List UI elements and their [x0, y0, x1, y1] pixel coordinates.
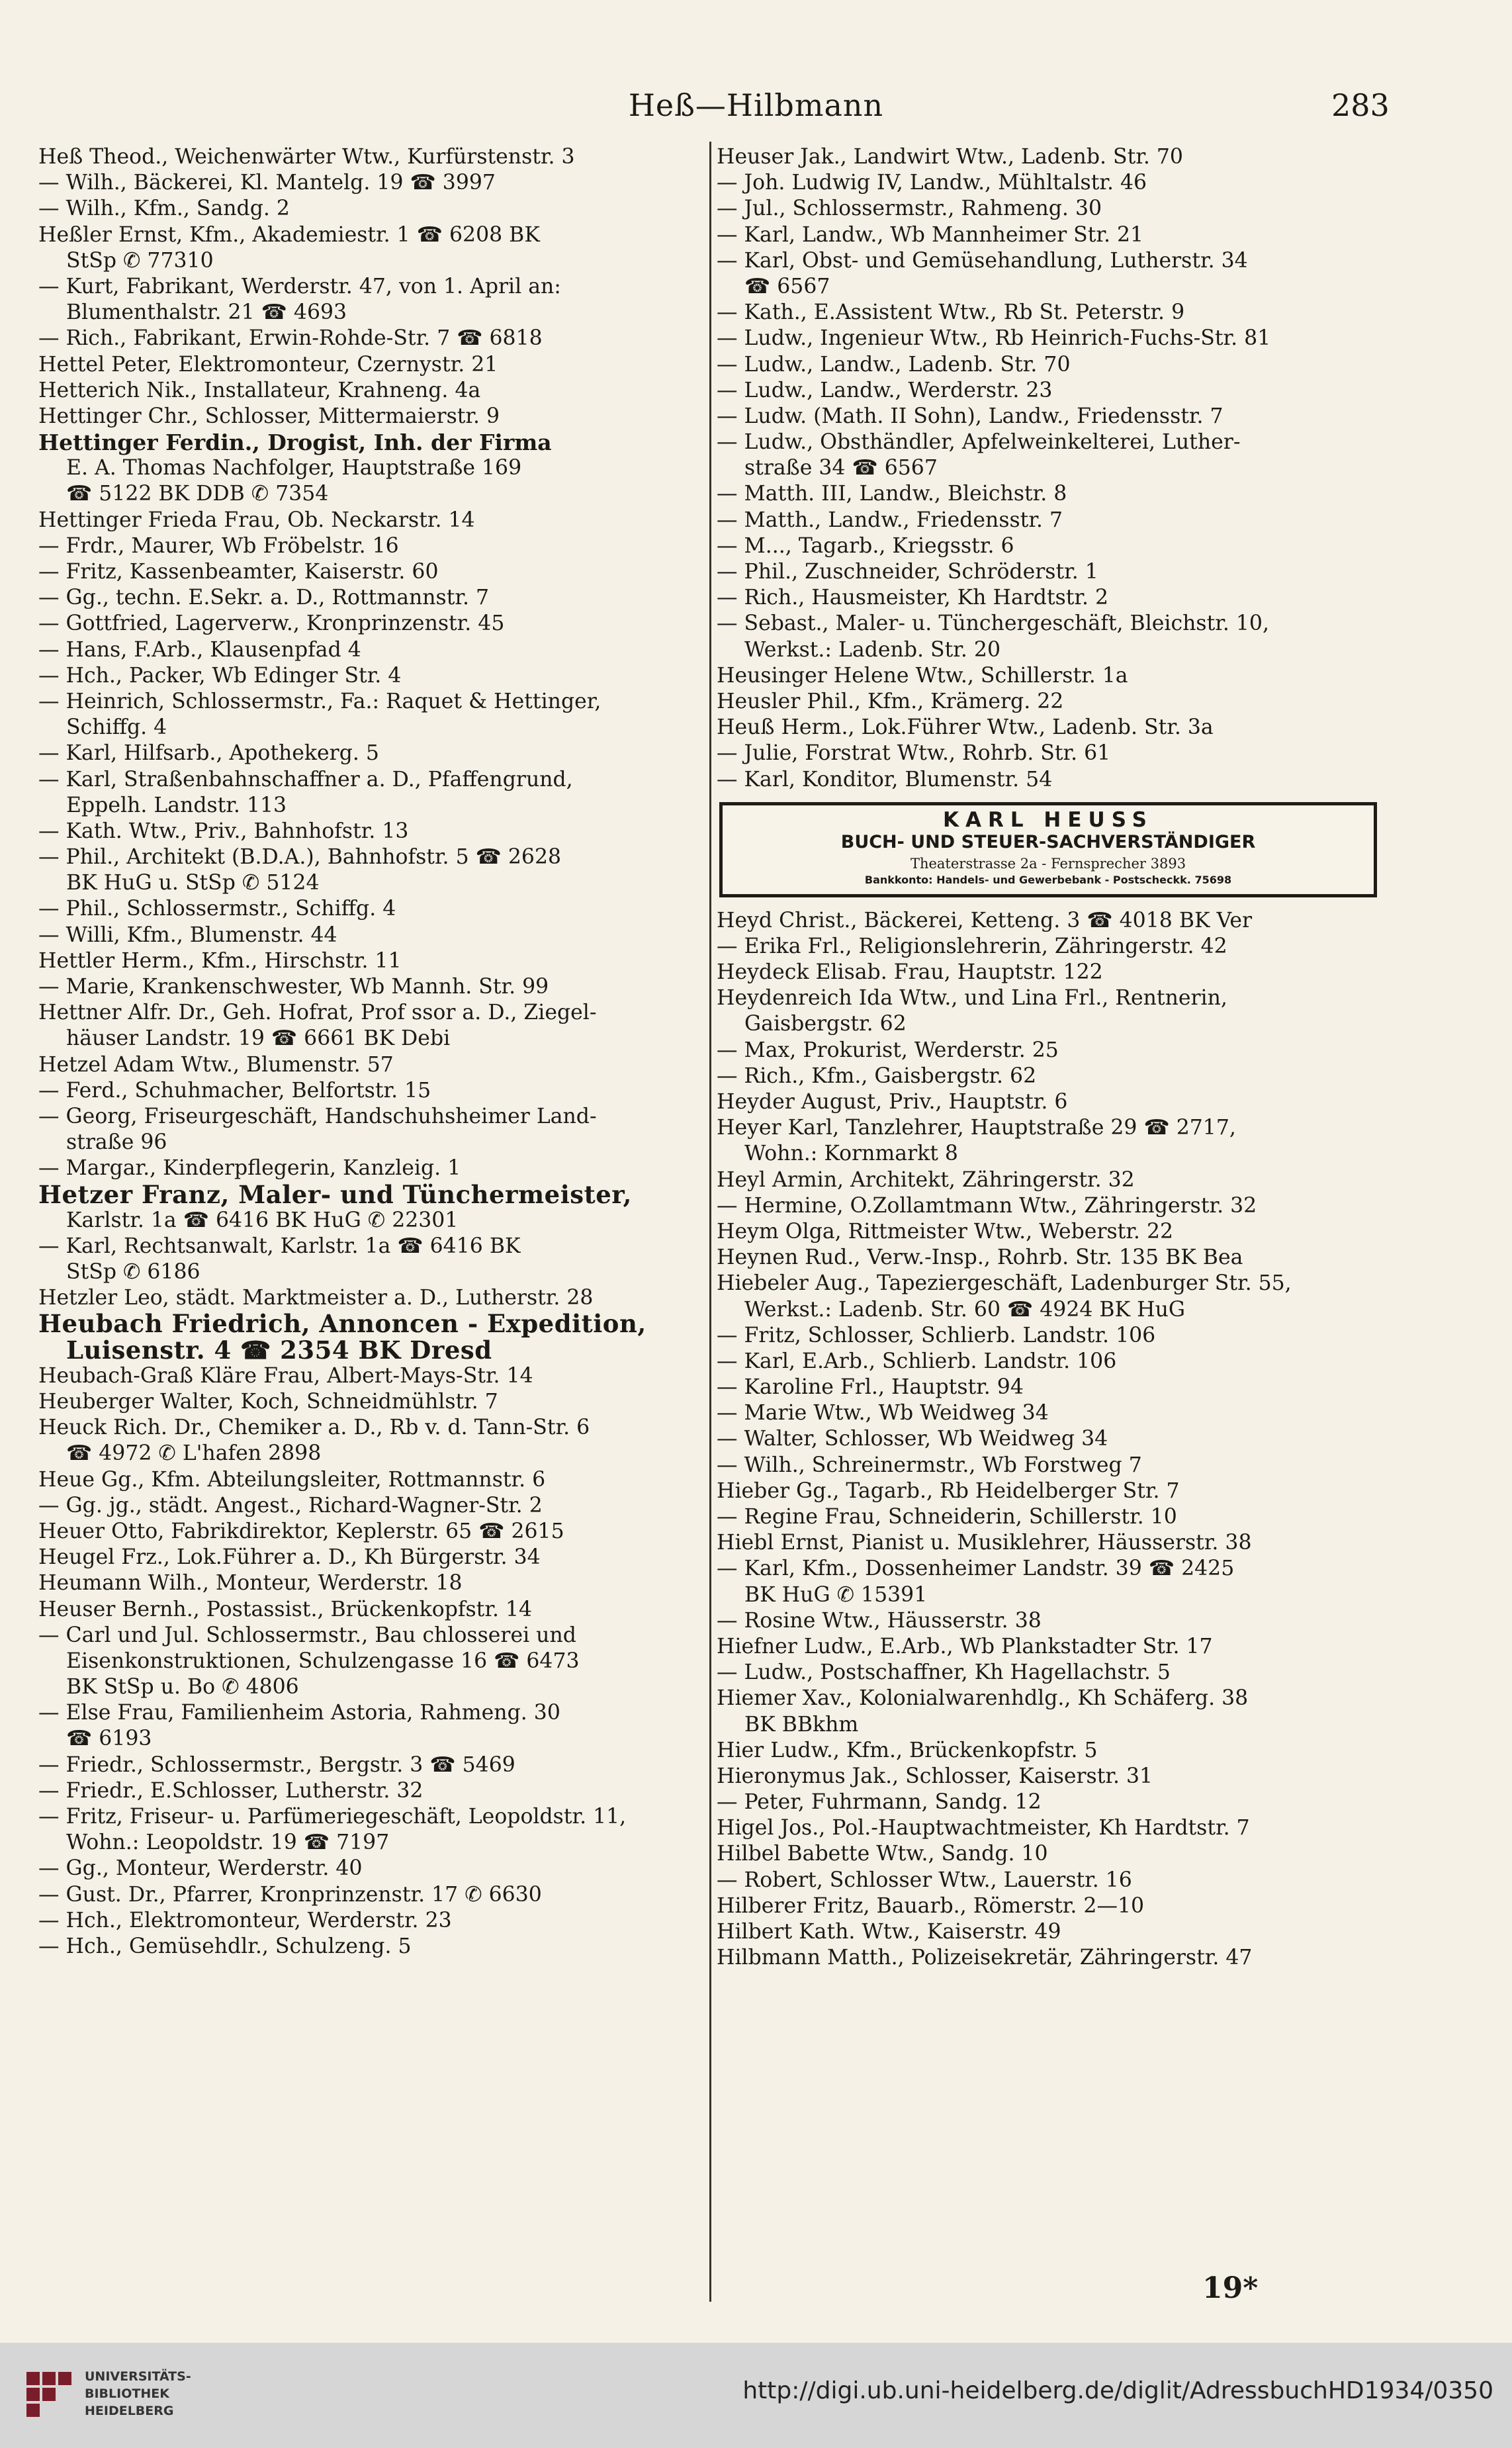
directory-entry-line: — Peter, Fuhrmann, Sandg. 12 [717, 1790, 1042, 1815]
directory-entry-line: — Phil., Architekt (B.D.A.), Bahnhofstr. 5 ☎ 2628 [38, 845, 562, 870]
directory-entry-line: Hieronymus Jak., Schlosser, Kaiserstr. 31 [717, 1764, 1153, 1788]
directory-entry-line: Hieber Gg., Tagarb., Rb Heidelberger Str. 7 [717, 1478, 1180, 1503]
directory-entry-line: — Regine Frau, Schneiderin, Schillerstr. 10 [717, 1505, 1177, 1529]
directory-entry-line: — Kath., E.Assistent Wtw., Rb St. Peterstr. 9 [717, 300, 1185, 325]
directory-entry-line: Heuer Otto, Fabrikdirektor, Keplerstr. 65 ☎ 2615 [38, 1519, 564, 1543]
directory-entry-line: ☎ 4972 ✆ L'hafen 2898 [66, 1441, 322, 1466]
directory-entry-line: — Marie Wtw., Wb Weidweg 34 [717, 1401, 1049, 1426]
directory-entry-line: — Max, Prokurist, Werderstr. 25 [717, 1038, 1059, 1062]
directory-entry-line: — Hermine, O.Zollamtmann Wtw., Zähringerstr. 32 [717, 1193, 1257, 1218]
directory-entry-line: StSp ✆ 77310 [66, 248, 214, 273]
logo-line-1: UNIVERSITÄTS- [85, 2369, 191, 2384]
advertisement-address: Theaterstrasse 2a - Fernsprecher 3893 [910, 855, 1186, 872]
directory-entry-line: — Friedr., Schlossermstr., Bergstr. 3 ☎ 5469 [38, 1752, 515, 1777]
directory-entry-line: — Karl, Rechtsanwalt, Karlstr. 1a ☎ 6416 BK [38, 1234, 521, 1258]
right-column [717, 144, 1392, 1971]
directory-entry-line: — Ludw., Obsthändler, Apfelweinkelterei, Luther- [717, 430, 1241, 455]
directory-entry-line: Hettel Peter, Elektromonteur, Czernystr. 21 [38, 352, 498, 377]
directory-entry-line: Heumann Wilh., Monteur, Werderstr. 18 [38, 1571, 463, 1596]
directory-entry-line: Wohn.: Leopoldstr. 19 ☎ 7197 [66, 1831, 390, 1855]
directory-entry-line: — Walter, Schlosser, Wb Weidweg 34 [717, 1427, 1108, 1451]
directory-entry-line: — Joh. Ludwig IV, Landw., Mühltalstr. 46 [717, 171, 1147, 195]
directory-entry-line: — Gg., techn. E.Sekr. a. D., Rottmannstr. 7 [38, 586, 490, 610]
directory-entry-line: Heynen Rud., Verw.-Insp., Rohrb. Str. 135 BK Bea [717, 1246, 1243, 1270]
directory-entry-line: Heuser Bernh., Postassist., Brückenkopfstr. 14 [38, 1597, 533, 1621]
directory-entry-line: — Hch., Gemüsehdlr., Schulzeng. 5 [38, 1934, 412, 1958]
directory-entry-line: Heuß Herm., Lok.Führer Wtw., Ladenb. Str. 3a [717, 715, 1214, 740]
directory-entry-line: — Karl, Hilfsarb., Apothekerg. 5 [38, 741, 379, 766]
directory-entry-line: Hier Ludw., Kfm., Brückenkopfstr. 5 [717, 1738, 1098, 1762]
directory-entry-line: — M..., Tagarb., Kriegsstr. 6 [717, 533, 1014, 558]
logo-line-3: HEIDELBERG [85, 2404, 174, 2418]
directory-entry-line: Hettinger Frieda Frau, Ob. Neckarstr. 14 [38, 508, 475, 532]
directory-entry-line: Schiffg. 4 [66, 715, 167, 740]
directory-entry-line: Hettinger Ferdin., Drogist, Inh. der Firma [38, 430, 552, 456]
directory-entry-line: Hiebeler Aug., Tapeziergeschäft, Ladenburger Str. 55, [717, 1271, 1292, 1296]
directory-entry-line: Heusinger Helene Wtw., Schillerstr. 1a [717, 663, 1128, 688]
directory-entry-line: Hetzler Leo, städt. Marktmeister a. D., Lutherstr. 28 [38, 1286, 594, 1310]
directory-entry-line: ☎ 6193 [66, 1727, 152, 1751]
directory-entry-line: Hettinger Chr., Schlosser, Mittermaierstr. 9 [38, 404, 500, 428]
advertisement-subtitle: BUCH- UND STEUER-SACHVERSTÄNDIGER [840, 831, 1256, 852]
directory-entry-line: Luisenstr. 4 ☎ 2354 BK Dresd [66, 1337, 492, 1363]
directory-entry-line: — Karl, Konditor, Blumenstr. 54 [717, 767, 1053, 792]
directory-entry-line: — Gg., Monteur, Werderstr. 40 [38, 1856, 363, 1881]
directory-entry-line: — Ludw., Postschaffner, Kh Hagellachstr. 5 [717, 1660, 1171, 1685]
directory-entry-line: straße 34 ☎ 6567 [744, 456, 938, 480]
source-url-link[interactable]: http://digi.ub.uni-heidelberg.de/diglit/AdressbuchHD1934/0350 [742, 2377, 1493, 2404]
directory-entry-line: — Gust. Dr., Pfarrer, Kronprinzenstr. 17 ✆ 6630 [38, 1882, 542, 1907]
directory-entry-line: E. A. Thomas Nachfolger, Hauptstraße 169 [66, 456, 522, 480]
directory-entry-line: Heyder August, Priv., Hauptstr. 6 [717, 1090, 1068, 1114]
directory-entry-line: Heyd Christ., Bäckerei, Ketteng. 3 ☎ 4018 BK Ver [717, 908, 1253, 932]
directory-entry-line: — Ludw., Landw., Ladenb. Str. 70 [717, 352, 1071, 377]
directory-entry-line: — Hch., Elektromonteur, Werderstr. 23 [38, 1908, 452, 1932]
directory-entry-line: — Robert, Schlosser Wtw., Lauerstr. 16 [717, 1868, 1132, 1892]
directory-entry-line: Hilberer Fritz, Bauarb., Römerstr. 2—10 [717, 1893, 1145, 1918]
directory-entry-line: — Kath. Wtw., Priv., Bahnhofstr. 13 [38, 819, 409, 843]
directory-entry-line: — Jul., Schlossermstr., Rahmeng. 30 [717, 197, 1102, 221]
directory-entry-line: Hetterich Nik., Installateur, Krahneng. 4a [38, 378, 481, 402]
directory-entry-line: — Margar., Kinderpflegerin, Kanzleig. 1 [38, 1156, 461, 1181]
directory-entry-line: — Rich., Hausmeister, Kh Hardtstr. 2 [717, 586, 1109, 610]
directory-entry-line: — Erika Frl., Religionslehrerin, Zähringerstr. 42 [717, 934, 1227, 958]
directory-entry-line: straße 96 [66, 1130, 167, 1155]
directory-entry-line: — Rosine Wtw., Häusserstr. 38 [717, 1608, 1042, 1633]
right-column-top-entries [717, 144, 1392, 793]
directory-entry-line: Werkst.: Ladenb. Str. 60 ☎ 4924 BK HuG [744, 1297, 1186, 1322]
column-divider [709, 142, 711, 2302]
directory-entry-line: — Karl, Obst- und Gemüsehandlung, Lutherstr. 34 [717, 248, 1248, 273]
directory-entry-line: — Rich., Fabrikant, Erwin-Rohde-Str. 7 ☎ 6818 [38, 326, 543, 351]
directory-entry-line: Blumenthalstr. 21 ☎ 4693 [66, 300, 347, 325]
directory-entry-line: — Wilh., Kfm., Sandg. 2 [38, 197, 290, 221]
directory-entry-line: — Gg. jg., städt. Angest., Richard-Wagner-Str. 2 [38, 1493, 543, 1518]
directory-entry-line: — Karl, Straßenbahnschaffner a. D., Pfaffengrund, [38, 767, 573, 792]
directory-entry-line: BK StSp u. Bo ✆ 4806 [66, 1675, 299, 1700]
directory-entry-line: — Heinrich, Schlossermstr., Fa.: Raquet & Hettinger, [38, 689, 601, 713]
library-logo-text [85, 2368, 191, 2420]
directory-entry-line: Hettler Herm., Kfm., Hirschstr. 11 [38, 948, 402, 973]
directory-entry-line: Eppelh. Landstr. 113 [66, 793, 287, 817]
directory-entry-line: Wohn.: Kornmarkt 8 [744, 1142, 958, 1166]
directory-entry-line: Werkst.: Ladenb. Str. 20 [744, 637, 1001, 662]
directory-entry-line: Heusler Phil., Kfm., Krämerg. 22 [717, 689, 1064, 713]
directory-entry-line: Eisenkonstruktionen, Schulzengasse 16 ☎ 6473 [66, 1649, 580, 1673]
directory-entry-line: Heuck Rich. Dr., Chemiker a. D., Rb v. d. Tann-Str. 6 [38, 1416, 590, 1440]
directory-entry-line: Higel Jos., Pol.-Hauptwachtmeister, Kh Hardtstr. 7 [717, 1816, 1250, 1840]
directory-entry-line: Hetzel Adam Wtw., Blumenstr. 57 [38, 1052, 394, 1077]
advertisement-name: KARL HEUSS [943, 807, 1153, 832]
directory-entry-line: Heß Theod., Weichenwärter Wtw., Kurfürstenstr. 3 [38, 145, 575, 169]
directory-entry-line: — Fritz, Schlosser, Schlierb. Landstr. 106 [717, 1323, 1156, 1347]
directory-entry-line: ☎ 6567 [744, 274, 830, 298]
directory-entry-line: — Hch., Packer, Wb Edinger Str. 4 [38, 663, 402, 688]
page-number: 283 [1331, 87, 1390, 123]
directory-entry-line: — Fritz, Friseur- u. Parfümeriegeschäft, Leopoldstr. 11, [38, 1805, 627, 1829]
directory-entry-line: — Marie, Krankenschwester, Wb Mannh. Str. 99 [38, 975, 549, 999]
directory-entry-line: Heuberger Walter, Koch, Schneidmühlstr. 7 [38, 1390, 498, 1414]
directory-entry-line: — Ludw. (Math. II Sohn), Landw., Friedensstr. 7 [717, 404, 1223, 428]
directory-entry-line: — Carl und Jul. Schlossermstr., Bau chlosserei und [38, 1623, 576, 1647]
viewer-footer [0, 2343, 1512, 2448]
directory-entry-line: Heßler Ernst, Kfm., Akademiestr. 1 ☎ 6208 BK [38, 222, 540, 247]
directory-entry-line: Heue Gg., Kfm. Abteilungsleiter, Rottmannstr. 6 [38, 1467, 546, 1492]
directory-entry-line: Hilbmann Matth., Polizeisekretär, Zähringerstr. 47 [717, 1946, 1253, 1970]
directory-entry-line: — Frdr., Maurer, Wb Fröbelstr. 16 [38, 533, 399, 558]
directory-entry-line: Heyer Karl, Tanzlehrer, Hauptstraße 29 ☎ 2717, [717, 1116, 1236, 1140]
university-library-logo-icon [24, 2369, 74, 2420]
running-header-title: Heß—Hilbmann [628, 87, 884, 123]
directory-entry-line: BK HuG ✆ 15391 [744, 1582, 928, 1607]
directory-entry-line: Hiebl Ernst, Pianist u. Musiklehrer, Häusserstr. 38 [717, 1531, 1252, 1555]
directory-entry-line: Gaisbergstr. 62 [744, 1012, 907, 1036]
directory-entry-line: — Willi, Kfm., Blumenstr. 44 [38, 923, 337, 947]
advertisement-bank: Bankkonto: Handels- und Gewerbebank - Postscheckk. 75698 [864, 873, 1232, 886]
directory-entry-line: — Rich., Kfm., Gaisbergstr. 62 [717, 1064, 1037, 1088]
directory-entry-line: — Fritz, Kassenbeamter, Kaiserstr. 60 [38, 560, 439, 584]
logo-line-2: BIBLIOTHEK [85, 2386, 169, 2401]
directory-entry-line: Heydeck Elisab. Frau, Hauptstr. 122 [717, 960, 1103, 985]
directory-entry-line: Karlstr. 1a ☎ 6416 BK HuG ✆ 22301 [66, 1208, 459, 1232]
directory-entry-line: — Matth., Landw., Friedensstr. 7 [717, 508, 1063, 532]
directory-entry-line: — Karl, E.Arb., Schlierb. Landstr. 106 [717, 1349, 1117, 1373]
directory-entry-line: — Sebast., Maler- u. Tünchergeschäft, Bleichstr. 10, [717, 612, 1269, 636]
directory-entry-line: — Gottfried, Lagerverw., Kronprinzenstr. 45 [38, 612, 505, 636]
directory-entry-line: Heubach-Graß Kläre Frau, Albert-Mays-Str. 14 [38, 1363, 533, 1388]
directory-entry-line: BK BBkhm [744, 1712, 859, 1737]
advertisement-box [719, 802, 1377, 897]
directory-entry-line: — Karl, Landw., Wb Mannheimer Str. 21 [717, 222, 1144, 247]
directory-entry-line: — Matth. III, Landw., Bleichstr. 8 [717, 482, 1067, 506]
directory-entry-line: — Phil., Schlossermstr., Schiffg. 4 [38, 897, 396, 921]
directory-entry-line: Hilbel Babette Wtw., Sandg. 10 [717, 1842, 1048, 1866]
signature-mark: 19* [1202, 2271, 1259, 2305]
directory-entry-line: — Kurt, Fabrikant, Werderstr. 47, von 1. April an: [38, 274, 561, 298]
directory-entry-line: Heuser Jak., Landwirt Wtw., Ladenb. Str. 70 [717, 145, 1183, 169]
directory-entry-line: Heym Olga, Rittmeister Wtw., Weberstr. 22 [717, 1219, 1174, 1244]
directory-entry-line: — Ferd., Schuhmacher, Belfortstr. 15 [38, 1078, 431, 1103]
directory-entry-line: Heubach Friedrich, Annoncen - Expedition, [38, 1311, 646, 1337]
directory-entry-line: — Georg, Friseurgeschäft, Handschuhsheimer Land- [38, 1104, 597, 1128]
directory-entry-line: — Friedr., E.Schlosser, Lutherstr. 32 [38, 1778, 423, 1803]
directory-entry-line: Heugel Frz., Lok.Führer a. D., Kh Bürgerstr. 34 [38, 1545, 541, 1570]
directory-entry-line: BK HuG u. StSp ✆ 5124 [66, 871, 320, 895]
directory-entry-line: Heyl Armin, Architekt, Zähringerstr. 32 [717, 1167, 1135, 1192]
directory-entry-line: — Wilh., Schreinermstr., Wb Forstweg 7 [717, 1453, 1142, 1477]
directory-entry-line: Heydenreich Ida Wtw., und Lina Frl., Rentnerin, [717, 986, 1227, 1011]
directory-entry-line: Hettner Alfr. Dr., Geh. Hofrat, Prof ssor a. D., Ziegel- [38, 1001, 597, 1025]
directory-entry-line: — Julie, Forstrat Wtw., Rohrb. Str. 61 [717, 741, 1111, 766]
directory-entry-line: — Karoline Frl., Hauptstr. 94 [717, 1375, 1024, 1400]
directory-entry-line: Hilbert Kath. Wtw., Kaiserstr. 49 [717, 1920, 1061, 1944]
directory-entry-line: — Wilh., Bäckerei, Kl. Mantelg. 19 ☎ 3997 [38, 171, 496, 195]
directory-entry-line: häuser Landstr. 19 ☎ 6661 BK Debi [66, 1026, 451, 1051]
directory-entry-line: — Ludw., Ingenieur Wtw., Rb Heinrich-Fuchs-Str. 81 [717, 326, 1271, 351]
directory-entry-line: StSp ✆ 6186 [66, 1260, 200, 1285]
left-column [38, 144, 697, 1960]
directory-entry-line: — Else Frau, Familienheim Astoria, Rahmeng. 30 [38, 1701, 560, 1725]
directory-entry-line: — Phil., Zuschneider, Schröderstr. 1 [717, 560, 1098, 584]
right-column-bottom-entries [717, 908, 1392, 1972]
directory-entry-line: Hetzer Franz, Maler- und Tünchermeister, [38, 1181, 632, 1208]
directory-entry-line: Hiemer Xav., Kolonialwarenhdlg., Kh Schäferg. 38 [717, 1686, 1249, 1711]
directory-entry-line: Hiefner Ludw., E.Arb., Wb Plankstadter Str. 17 [717, 1634, 1213, 1658]
directory-entry-line: — Karl, Kfm., Dossenheimer Landstr. 39 ☎ 2425 [717, 1557, 1235, 1581]
directory-entry-line: — Hans, F.Arb., Klausenpfad 4 [38, 637, 361, 662]
directory-entry-line: — Ludw., Landw., Werderstr. 23 [717, 378, 1053, 402]
directory-entry-line: ☎ 5122 BK DDB ✆ 7354 [66, 482, 329, 506]
